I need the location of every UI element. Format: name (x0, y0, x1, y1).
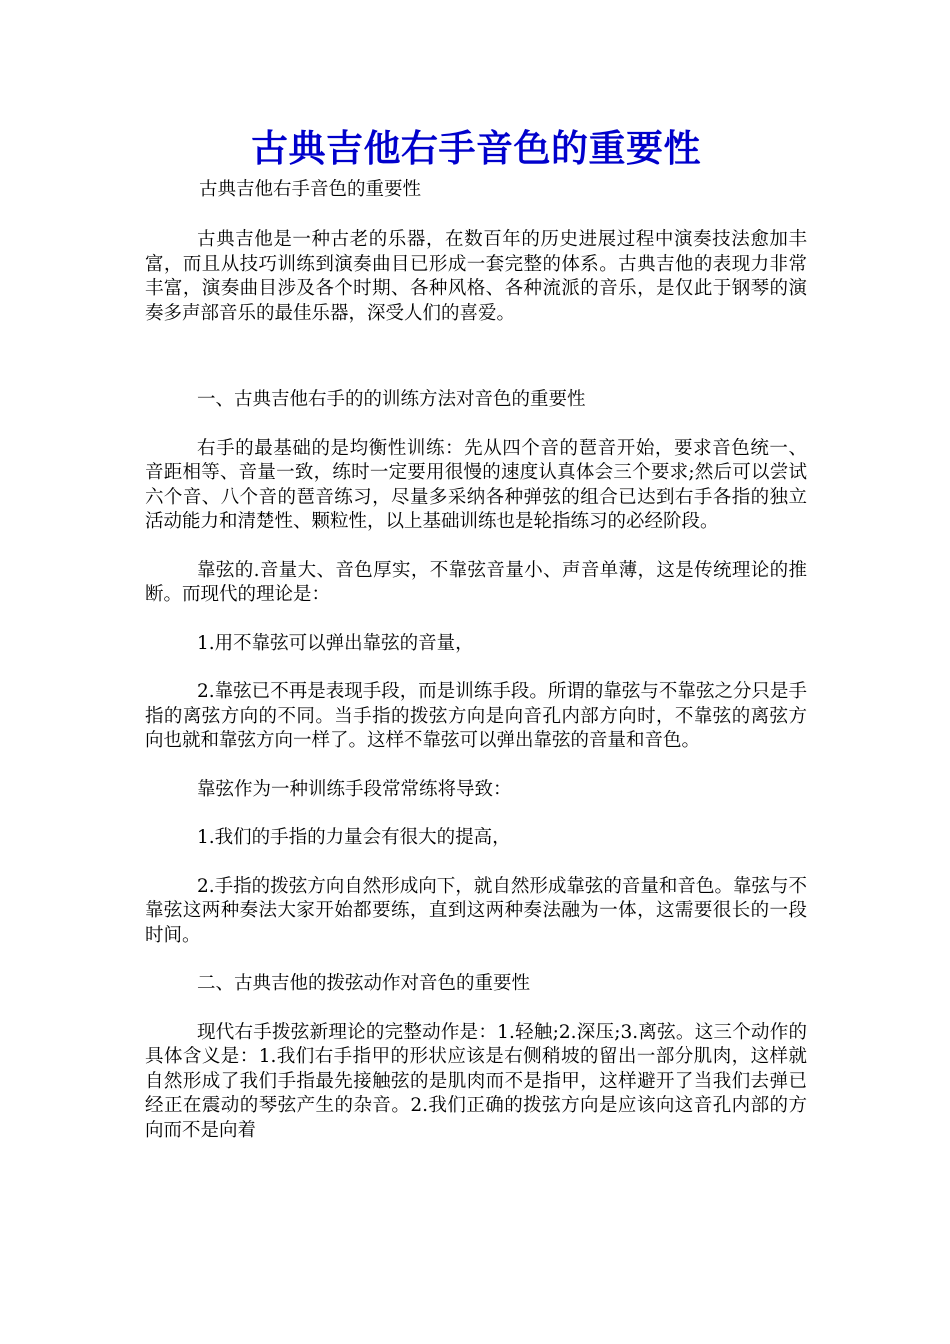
spacer (145, 350, 807, 388)
body-paragraph: 靠弦的.音量大、音色厚实，不靠弦音量小、声音单薄，这是传统理论的推断。而现代的理论是： (145, 559, 807, 605)
section-heading-1: 一、古典吉他右手的的训练方法对音色的重要性 (197, 389, 586, 410)
list-item: 2.靠弦已不再是表现手段，而是训练手段。所谓的靠弦与不靠弦之分只是手指的离弦方向的不同。当手指的拨弦方向是向音孔内部方向时，不靠弦的离弦方向也就和靠弦方向一样了。这样不靠弦可以弹出靠弦的音量和音色。 (145, 681, 807, 751)
section-heading-2: 二、古典吉他的拨弦动作对音色的重要性 (197, 973, 531, 994)
list-item: 1.我们的手指的力量会有很大的提高， (197, 827, 511, 848)
body-paragraph: 现代右手拨弦新理论的完整动作是：1.轻触;2.深压;3.离弦。这三个动作的具体含义是：1.我们右手指甲的形状应该是右侧稍坡的留出一部分肌肉，这样就自然形成了我们手指最先接触弦的是肌肉而不是指甲，这样避开了当我们去弹已经正在震动的琴弦产生的杂音。2.我们正确的拨弦方向是应该向这音孔内部的方向而不是向着 (145, 1021, 807, 1141)
document-subtitle: 古典吉他右手音色的重要性 (199, 179, 422, 200)
body-paragraph: 靠弦作为一种训练手段常常练将导致： (197, 778, 512, 800)
document-title: 古典吉他右手音色的重要性 (251, 126, 701, 170)
document-page (145, 118, 807, 1167)
list-item: 1.用不靠弦可以弹出靠弦的音量， (197, 632, 474, 654)
list-item: 2.手指的拨弦方向自然形成向下，就自然形成靠弦的音量和音色。靠弦与不靠弦这两种奏法大家开始都要练，直到这两种奏法融为一体，这需要很长的一段时间。 (145, 875, 807, 946)
body-paragraph: 右手的最基础的是均衡性训练：先从四个音的琶音开始，要求音色统一、音距相等、音量一致，练时一定要用很慢的速度认真体会三个要求;然后可以尝试六个音、八个音的琶音练习，尽量多采纳各种弹弦的组合已达到右手各指的独立活动能力和清楚性、颗粒性，以上基础训练也是轮指练习的必经阶段。 (145, 437, 807, 532)
intro-paragraph: 古典吉他是一种古老的乐器，在数百年的历史进展过程中演奏技法愈加丰富，而且从技巧训练到演奏曲目已形成一套完整的体系。古典吉他的表现力非常丰富，演奏曲目涉及各个时期、各种风格、各种流派的音乐，是仅此于钢琴的演奏多声部音乐的最佳乐器，深受人们的喜爱。 (145, 229, 807, 324)
